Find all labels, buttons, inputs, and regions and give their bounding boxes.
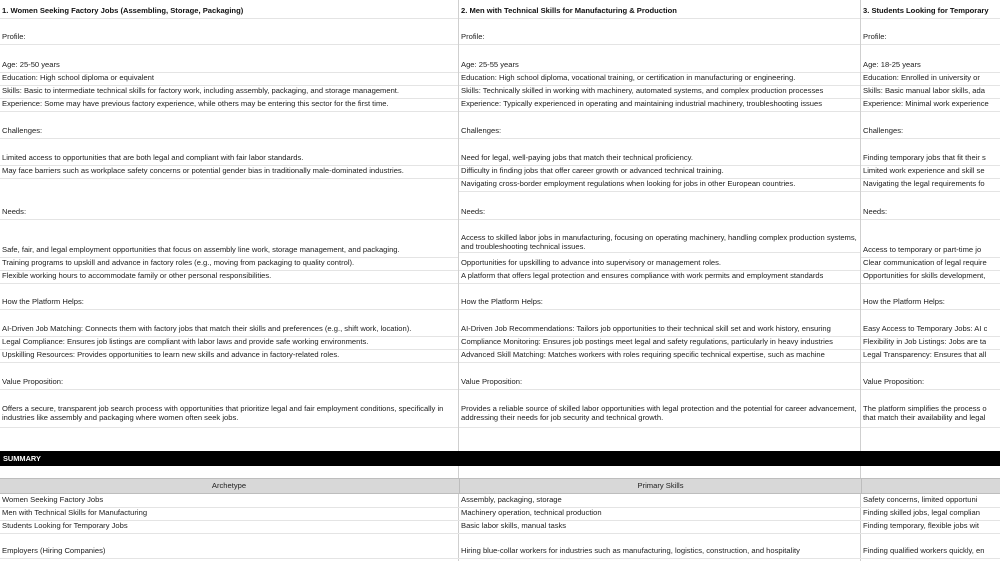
need-item[interactable]: A platform that offers legal protection and ensures compliance with work permits and employment standards bbox=[461, 271, 824, 280]
challenge-item[interactable]: Need for legal, well-paying jobs that match their technical proficiency. bbox=[461, 153, 694, 162]
value-label[interactable]: Value Proposition: bbox=[2, 377, 64, 386]
need-item[interactable]: Opportunities for upskilling to advance into supervisory or management roles. bbox=[461, 258, 722, 267]
challenge-item[interactable]: Navigating the legal requirements fo bbox=[863, 179, 985, 188]
summary-skills[interactable]: Assembly, packaging, storage bbox=[461, 495, 562, 504]
challenge-item[interactable]: Limited work experience and skill se bbox=[863, 166, 985, 175]
challenge-item[interactable]: Navigating cross-border employment regulations when looking for jobs in other European countries. bbox=[461, 179, 796, 188]
help-item[interactable]: Advanced Skill Matching: Matches workers with roles requiring specific technical expertise, such as machine bbox=[461, 350, 825, 359]
table-row bbox=[0, 544, 1000, 559]
value-label[interactable]: Value Proposition: bbox=[863, 377, 925, 386]
profile-education[interactable]: Education: High school diploma or equivalent bbox=[2, 73, 154, 82]
help-item[interactable]: AI-Driven Job Matching: Connects them with factory jobs that match their skills and preferences (e.g., shift work, location). bbox=[2, 324, 412, 333]
profile-age[interactable]: Age: 25-55 years bbox=[461, 60, 519, 69]
need-item[interactable]: Safe, fair, and legal employment opportunities that focus on assembly line work, storage management, and packaging. bbox=[2, 245, 400, 254]
summary-header[interactable]: SUMMARY bbox=[0, 451, 1000, 466]
help-item[interactable]: Flexibility in Job Listings: Jobs are ta bbox=[863, 337, 987, 346]
profile-age[interactable]: Age: 25-50 years bbox=[2, 60, 60, 69]
summary-col-3[interactable]: Safety concerns, limited opportuni bbox=[863, 495, 978, 504]
archetype-title[interactable]: 2. Men with Technical Skills for Manufacturing & Production bbox=[461, 6, 677, 15]
profile-label[interactable]: Profile: bbox=[461, 32, 485, 41]
need-item[interactable]: Opportunities for skills development, bbox=[863, 271, 986, 280]
profile-experience[interactable]: Experience: Some may have previous factory experience, while others may be entering this sector for the first time. bbox=[2, 99, 389, 108]
summary-archetype[interactable]: Women Seeking Factory Jobs bbox=[2, 495, 104, 504]
summary-col-3[interactable]: Finding skilled jobs, legal complian bbox=[863, 508, 980, 517]
help-item[interactable]: Legal Compliance: Ensures job listings are compliant with labor laws and provide safe working environments. bbox=[2, 337, 369, 346]
archetype-title[interactable]: 3. Students Looking for Temporary bbox=[863, 6, 989, 15]
summary-skills[interactable]: Hiring blue-collar workers for industries such as manufacturing, logistics, construction, and hospitality bbox=[461, 546, 800, 555]
need-item[interactable]: Clear communication of legal require bbox=[863, 258, 987, 267]
profile-education[interactable]: Education: High school diploma, vocational training, or certification in manufacturing or engineering. bbox=[461, 73, 796, 82]
value-label[interactable]: Value Proposition: bbox=[461, 377, 523, 386]
summary-skills[interactable]: Machinery operation, technical production bbox=[461, 508, 602, 517]
helps-label[interactable]: How the Platform Helps: bbox=[2, 297, 84, 306]
summary-table-header bbox=[0, 478, 1000, 494]
summary-archetype[interactable]: Employers (Hiring Companies) bbox=[2, 546, 106, 555]
value-proposition[interactable]: Offers a secure, transparent job search process with opportunities that prioritize legal and fair employment conditions, specifically in industries like assembly and packaging where women often seek jobs. bbox=[2, 404, 444, 422]
need-item[interactable]: Access to skilled labor jobs in manufacturing, focusing on operating machinery, handling complex production systems, and troubleshooting technical issues. bbox=[461, 233, 857, 251]
challenges-label[interactable]: Challenges: bbox=[461, 126, 502, 135]
help-item[interactable]: Legal Transparency: Ensures that all bbox=[863, 350, 987, 359]
challenge-item[interactable]: May face barriers such as workplace safety concerns or potential gender bias in traditionally male-dominated industries. bbox=[2, 166, 404, 175]
needs-label[interactable]: Needs: bbox=[863, 207, 888, 216]
need-item[interactable]: Flexible working hours to accommodate family or other personal responsibilities. bbox=[2, 271, 272, 280]
value-proposition[interactable]: The platform simplifies the process o that match their availability and legal bbox=[863, 404, 987, 422]
need-item[interactable]: Training programs to upskill and advance in factory roles (e.g., moving from packaging to quality control). bbox=[2, 258, 355, 267]
profile-education[interactable]: Education: Enrolled in university or bbox=[863, 73, 980, 82]
needs-label[interactable]: Needs: bbox=[2, 207, 27, 216]
value-proposition[interactable]: Provides a reliable source of skilled labor opportunities with legal protection and the potential for career advancement, addressing their needs for job security and technical growth. bbox=[461, 404, 857, 422]
challenges-label[interactable]: Challenges: bbox=[2, 126, 43, 135]
header-primary-skills[interactable]: Primary Skills bbox=[459, 479, 861, 493]
profile-experience[interactable]: Experience: Minimal work experience bbox=[863, 99, 989, 108]
help-item[interactable]: Compliance Monitoring: Ensures job postings meet legal and safety regulations, particularly in heavy industries bbox=[461, 337, 833, 346]
challenge-item[interactable]: Difficulty in finding jobs that offer career growth or advanced technical training. bbox=[461, 166, 724, 175]
profile-skills[interactable]: Skills: Basic manual labor skills, ada bbox=[863, 86, 985, 95]
summary-col-3[interactable]: Finding qualified workers quickly, en bbox=[863, 546, 985, 555]
profile-experience[interactable]: Experience: Typically experienced in operating and maintaining industrial machinery, troubleshooting issues bbox=[461, 99, 823, 108]
archetype-title[interactable]: 1. Women Seeking Factory Jobs (Assembling, Storage, Packaging) bbox=[2, 6, 244, 15]
help-item[interactable]: Easy Access to Temporary Jobs: AI c bbox=[863, 324, 988, 333]
profile-skills[interactable]: Skills: Basic to intermediate technical skills for factory work, including assembly, packaging, and storage management. bbox=[2, 86, 400, 95]
profile-age[interactable]: Age: 18-25 years bbox=[863, 60, 921, 69]
helps-label[interactable]: How the Platform Helps: bbox=[461, 297, 543, 306]
summary-skills[interactable]: Basic labor skills, manual tasks bbox=[461, 521, 567, 530]
header-archetype[interactable]: Archetype bbox=[211, 481, 247, 490]
profile-label[interactable]: Profile: bbox=[863, 32, 887, 41]
summary-archetype[interactable]: Students Looking for Temporary Jobs bbox=[2, 521, 128, 530]
need-item[interactable]: Access to temporary or part-time jo bbox=[863, 245, 982, 254]
help-item[interactable]: AI-Driven Job Recommendations: Tailors job opportunities to their technical skill set and work history, ensuring bbox=[461, 324, 831, 333]
needs-label[interactable]: Needs: bbox=[461, 207, 486, 216]
challenge-item[interactable]: Limited access to opportunities that are both legal and compliant with fair labor standards. bbox=[2, 153, 304, 162]
profile-skills[interactable]: Skills: Technically skilled in working with machinery, automated systems, and complex production processes bbox=[461, 86, 824, 95]
profile-label[interactable]: Profile: bbox=[2, 32, 26, 41]
challenge-item[interactable]: Finding temporary jobs that fit their s bbox=[863, 153, 986, 162]
table-row bbox=[0, 519, 1000, 534]
helps-label[interactable]: How the Platform Helps: bbox=[863, 297, 945, 306]
help-item[interactable]: Upskilling Resources: Provides opportunities to learn new skills and advance in factory-related roles. bbox=[2, 350, 340, 359]
challenges-label[interactable]: Challenges: bbox=[863, 126, 904, 135]
header-col-3[interactable] bbox=[861, 479, 1000, 493]
summary-col-3[interactable]: Finding temporary, flexible jobs wit bbox=[863, 521, 979, 530]
summary-archetype[interactable]: Men with Technical Skills for Manufacturing bbox=[2, 508, 148, 517]
